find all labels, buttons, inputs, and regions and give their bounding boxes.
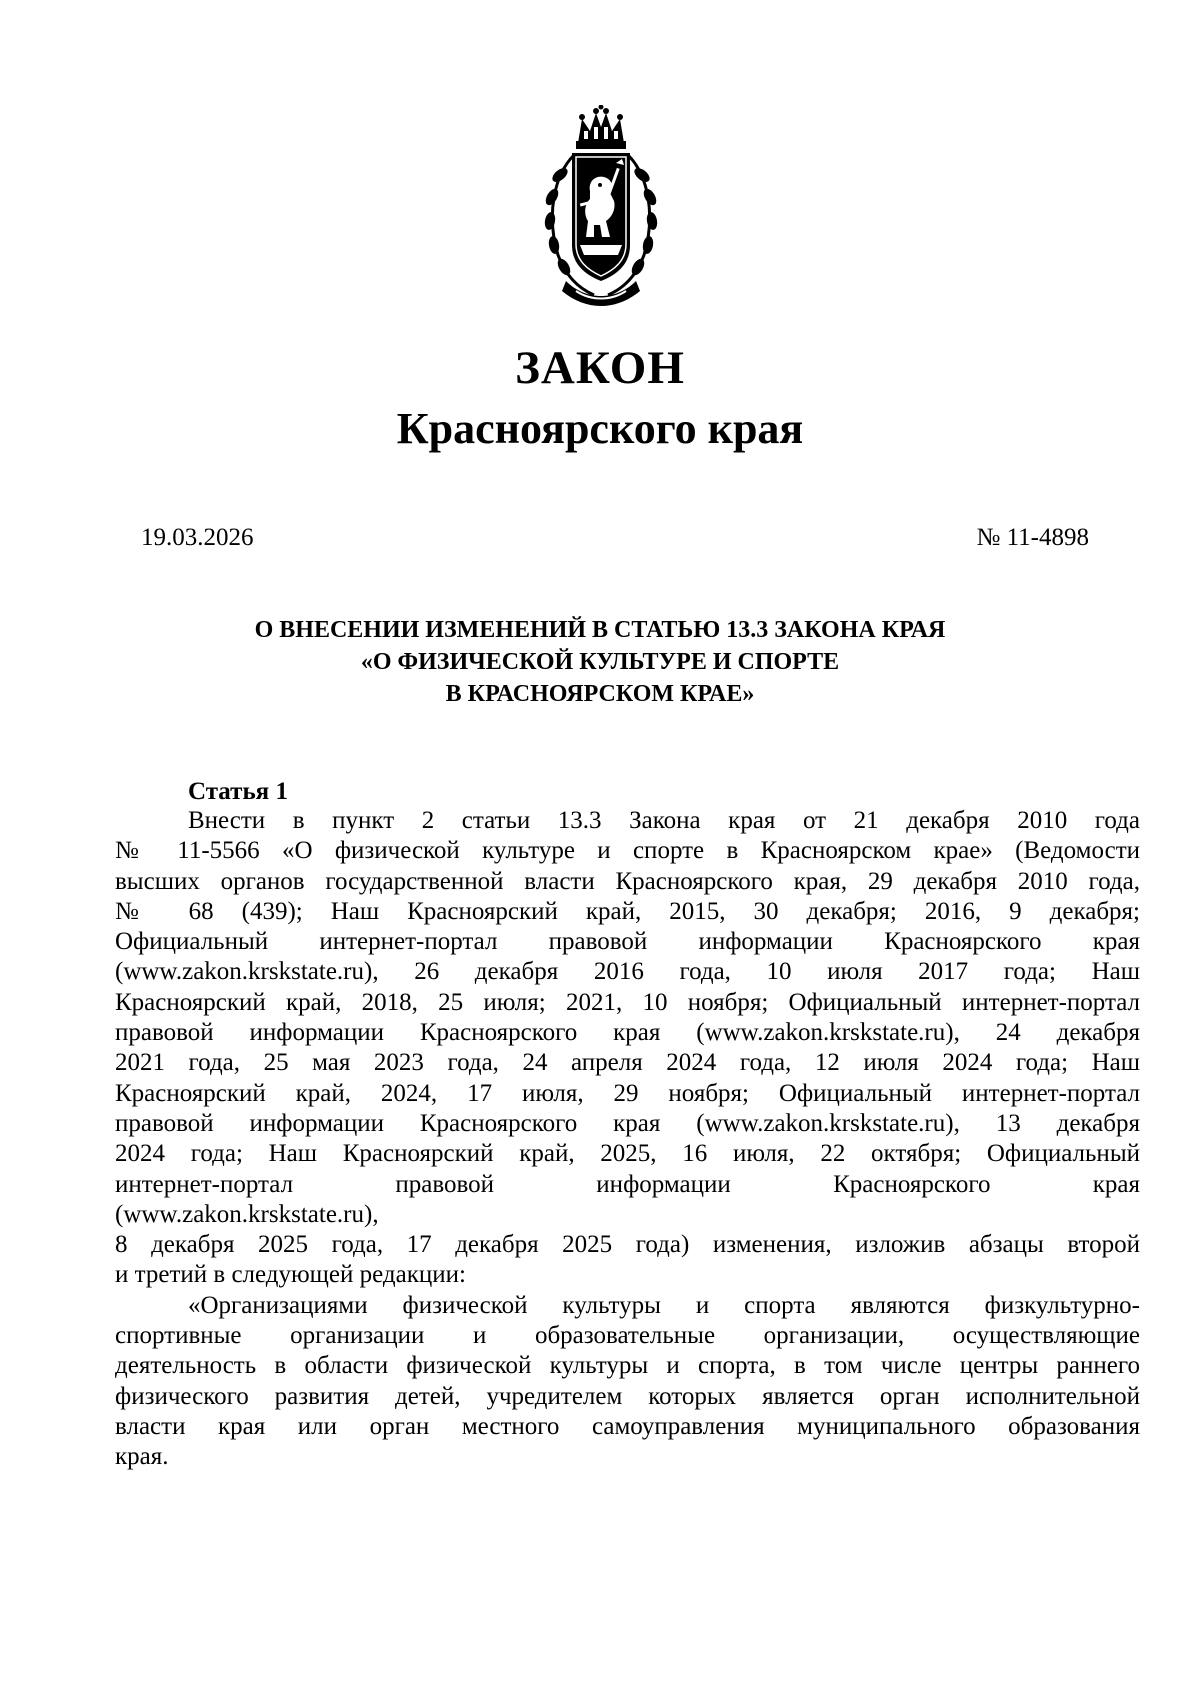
- text-line: Красноярский край, 2024, 17 июля, 29 ноября; Официальный интернет-портал: [115, 1079, 1140, 1107]
- text-line: власти края или орган местного самоуправления муниципального образования: [115, 1412, 1140, 1440]
- text-line: физического развития детей, учредителем которых является орган исполнительной: [115, 1382, 1140, 1410]
- law-number: № 11-4898: [976, 524, 1089, 551]
- text-line: деятельность в области физической культуры и спорта, в том числе центры раннего: [115, 1352, 1140, 1380]
- text-line: 2024 года; Наш Красноярский край, 2025, 16 июля, 22 октября; Официальный: [115, 1140, 1140, 1168]
- text-line: Красноярский край, 2018, 25 июля; 2021, 10 ноября; Официальный интернет-портал: [115, 988, 1140, 1016]
- heading-line: «О ФИЗИЧЕСКОЙ КУЛЬТУРЕ И СПОРТЕ: [360, 649, 840, 675]
- text-line: «Организациями физической культуры и спорта являются физкультурно-: [188, 1291, 1140, 1319]
- law-date: 19.03.2026: [141, 524, 254, 551]
- text-line: Внести в пункт 2 статьи 13.3 Закона края от 21 декабря 2010 года: [188, 807, 1140, 834]
- text-line: правовой информации Красноярского края (www.zakon.krskstate.ru), 24 декабря: [115, 1019, 1140, 1047]
- text-line: 8 декабря 2025 года, 17 декабря 2025 года) изменения, изложив абзацы второй: [115, 1231, 1140, 1259]
- law-title: ЗАКОН: [515, 342, 685, 394]
- heading-line: В КРАСНОЯРСКОМ КРАЕ»: [445, 681, 755, 707]
- article-body: [115, 806, 1140, 1473]
- text-line: и третий в следующей редакции:: [115, 1261, 466, 1289]
- article-title: Статья 1: [188, 778, 288, 805]
- text-line: спортивные организации и образовательные организации, осуществляющие: [115, 1322, 1140, 1350]
- text-line: 2021 года, 25 мая 2023 года, 24 апреля 2024 года, 12 июля 2024 года; Наш: [115, 1049, 1140, 1077]
- text-line: (www.zakon.krskstate.ru), 26 декабря 2016 года, 10 июля 2017 года; Наш: [115, 958, 1140, 986]
- text-line: правовой информации Красноярского края (www.zakon.krskstate.ru), 13 декабря: [115, 1109, 1140, 1137]
- text-line: Официальный интернет-портал правовой информации Красноярского края: [115, 928, 1140, 956]
- text-line: № 68 (439); Наш Красноярский край, 2015, 30 декабря; 2016, 9 декабря;: [115, 897, 1140, 925]
- text-line: (www.zakon.krskstate.ru),: [115, 1200, 379, 1228]
- text-line: № 11-5566 «О физической культуре и спорте в Красноярском крае» (Ведомости: [115, 837, 1140, 865]
- text-line: интернет-портал правовой информации Красноярского края: [115, 1170, 1140, 1198]
- coat-of-arms-icon: [536, 105, 666, 318]
- text-line: края.: [115, 1443, 169, 1471]
- law-heading: [150, 614, 1050, 710]
- law-subtitle: Красноярского края: [396, 404, 804, 453]
- text-line: высших органов государственной власти Красноярского края, 29 декабря 2010 года,: [115, 867, 1140, 895]
- heading-line: О ВНЕСЕНИИ ИЗМЕНЕНИЙ В СТАТЬЮ 13.3 ЗАКОНА КРАЯ: [254, 617, 946, 643]
